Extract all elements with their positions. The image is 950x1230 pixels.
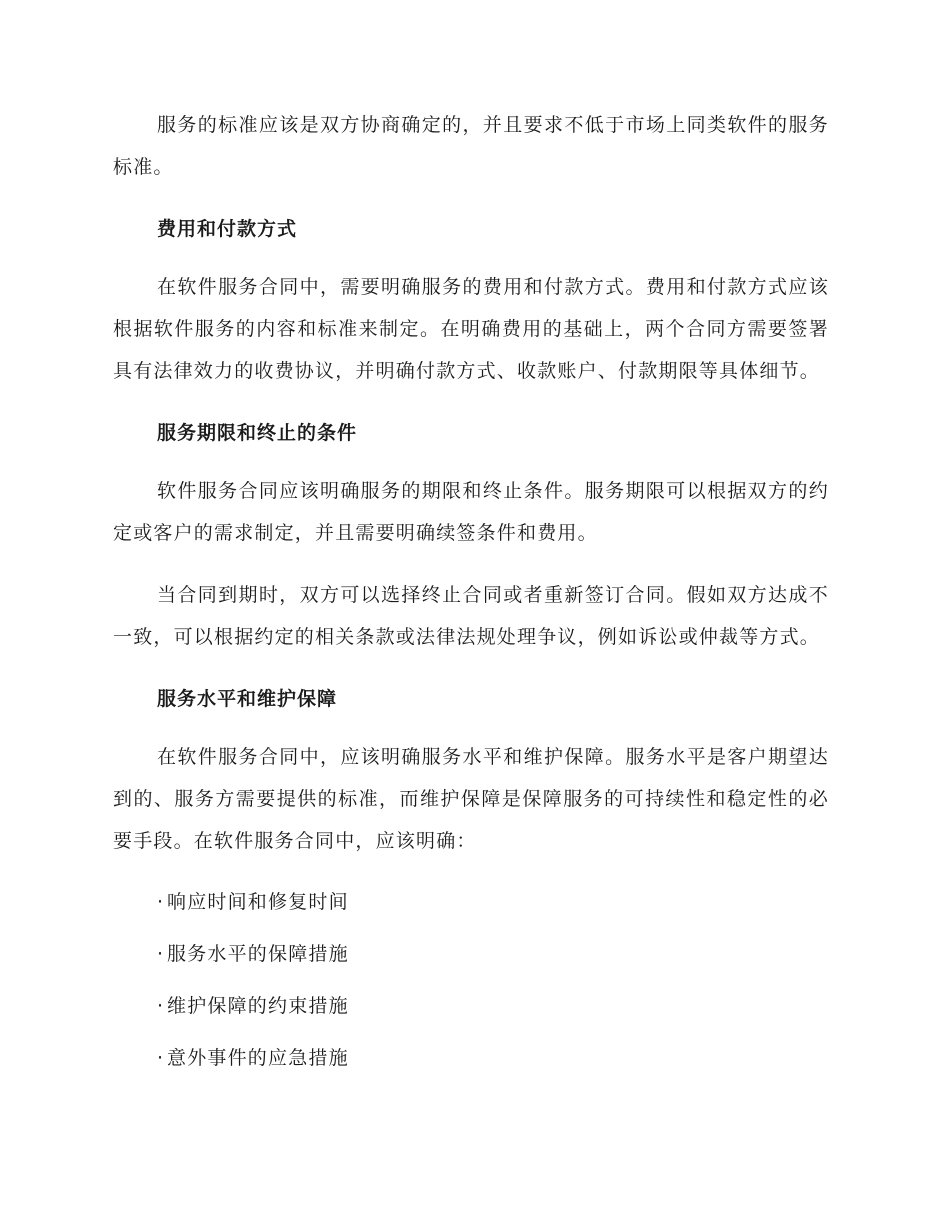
list-item-service-guarantee bbox=[113, 928, 829, 980]
paragraph-term-conditions: 软件服务合同应该明确服务的期限和终止条件。服务期限可以根据双方的约定或客户的需求制定，并且需要明确续签条件和费用。 bbox=[113, 480, 829, 544]
paragraph-service-level: 在软件服务合同中，应该明确服务水平和维护保障。服务水平是客户期望达到的、服务方需要提供的标准，而维护保障是保障服务的可持续性和稳定性的必要手段。在软件服务合同中，应该明确： bbox=[113, 746, 829, 852]
list-item-maintenance-constraints bbox=[113, 980, 829, 1032]
paragraph-fees-payment: 在软件服务合同中，需要明确服务的费用和付款方式。费用和付款方式应该根据软件服务的内容和标准来制定。在明确费用的基础上，两个合同方需要签署具有法律效力的收费协议，并明确付款方式、收款账户、付款期限等具体细节。 bbox=[113, 276, 829, 382]
bullet-marker: · bbox=[157, 1047, 165, 1069]
list-item-emergency-measures bbox=[113, 1032, 829, 1084]
paragraph-contract-expiry: 当合同到期时，双方可以选择终止合同或者重新签订合同。假如双方达成不一致，可以根据约定的相关条款或法律法规处理争议，例如诉讼或仲裁等方式。 bbox=[113, 584, 829, 648]
bullet-marker: · bbox=[157, 943, 165, 965]
bullet-marker: · bbox=[157, 891, 165, 913]
document-body bbox=[113, 104, 829, 1084]
list-item-text: 响应时间和修复时间 bbox=[167, 891, 349, 913]
heading-fees-payment: 费用和付款方式 bbox=[157, 218, 298, 240]
bullet-marker: · bbox=[157, 995, 165, 1017]
list-item-text: 维护保障的约束措施 bbox=[167, 995, 349, 1017]
list-item-text: 意外事件的应急措施 bbox=[167, 1047, 349, 1069]
list-item-response-time bbox=[113, 876, 829, 928]
heading-term-termination: 服务期限和终止的条件 bbox=[157, 422, 358, 444]
bullet-list bbox=[113, 876, 829, 1084]
paragraph-service-standard: 服务的标准应该是双方协商确定的，并且要求不低于市场上同类软件的服务标准。 bbox=[113, 114, 829, 178]
heading-service-level-maintenance: 服务水平和维护保障 bbox=[157, 688, 338, 710]
list-item-text: 服务水平的保障措施 bbox=[167, 943, 349, 965]
